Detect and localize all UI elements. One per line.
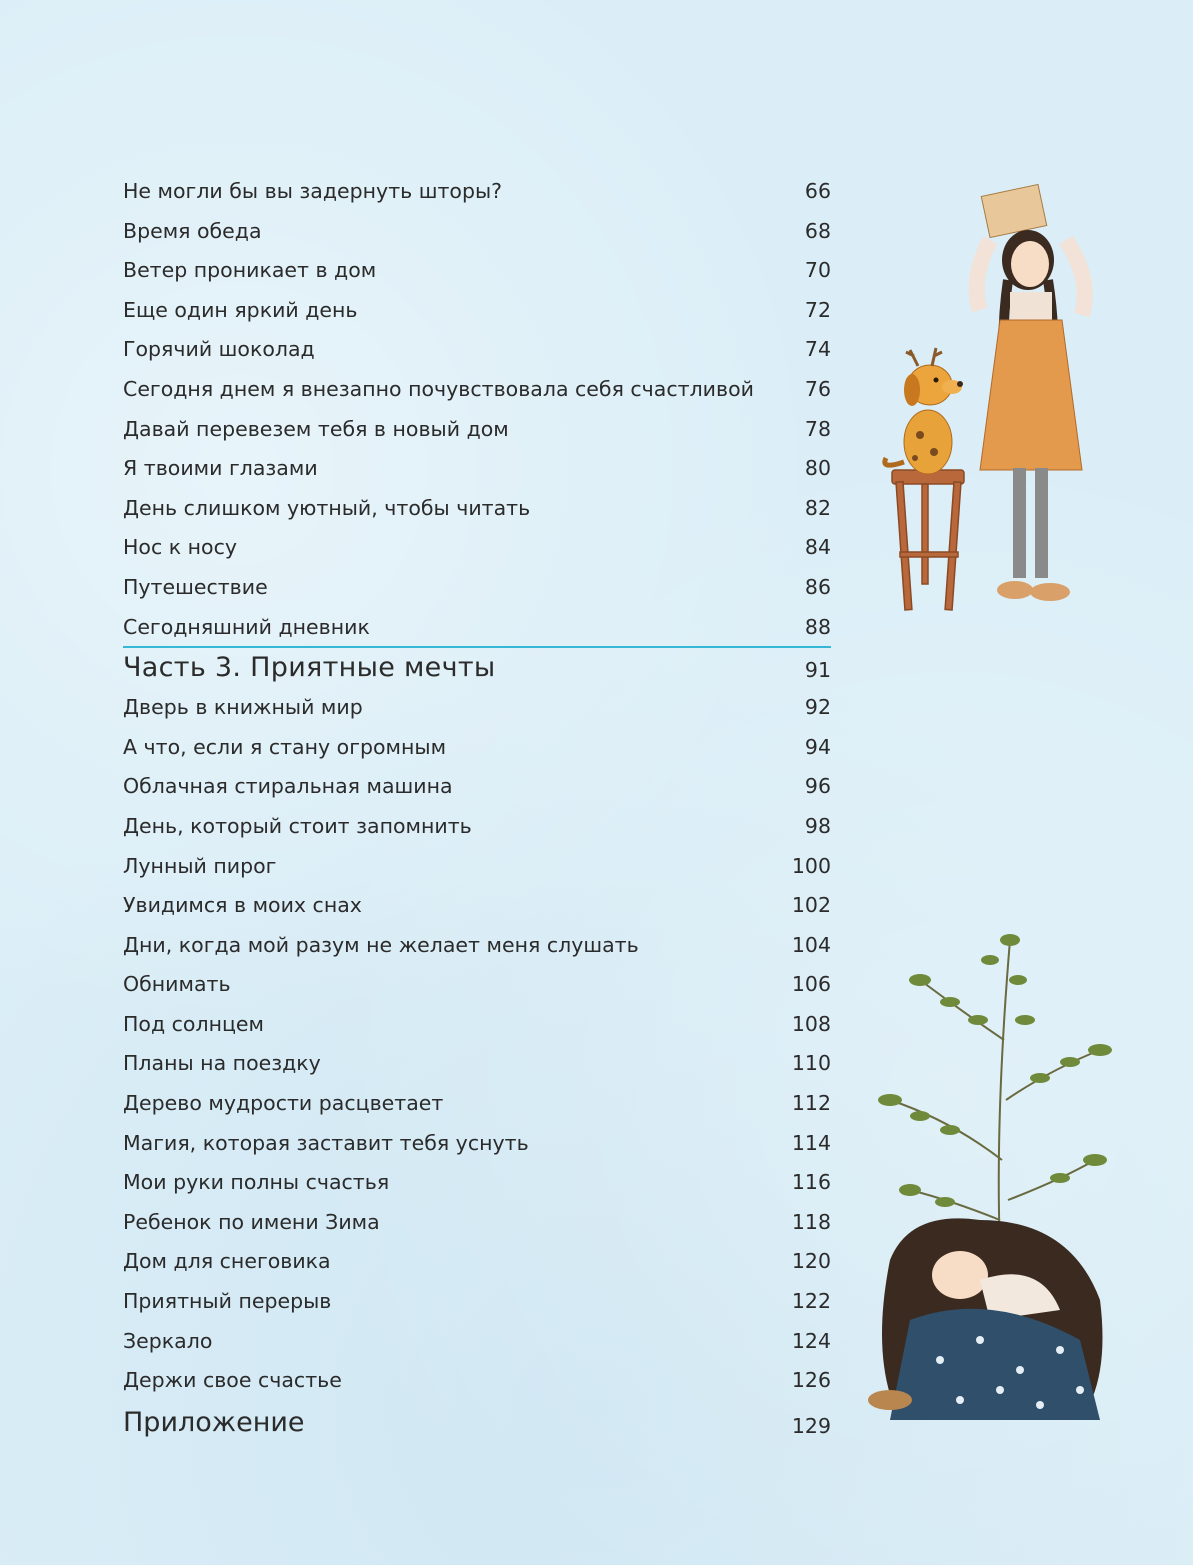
entry-title: Дни, когда мой разум не желает меня слушать [123, 932, 639, 957]
entry-page: 98 [804, 813, 831, 838]
entry-page: 84 [804, 535, 831, 560]
toc-entry[interactable] [123, 728, 831, 768]
table-of-contents [123, 172, 831, 1445]
entry-title: Облачная стиральная машина [123, 774, 453, 799]
toc-entry[interactable] [123, 1124, 831, 1164]
entry-page: 118 [791, 1209, 831, 1234]
entry-page: 126 [791, 1368, 831, 1393]
entry-title: Время обеда [123, 218, 262, 243]
toc-entry[interactable] [123, 489, 831, 529]
entry-title: Ветер проникает в дом [123, 258, 377, 283]
section-divider [123, 646, 831, 648]
toc-entry[interactable] [123, 1084, 831, 1124]
toc-entry[interactable] [123, 965, 831, 1005]
toc-entry[interactable] [123, 608, 831, 648]
toc-entry[interactable] [123, 172, 831, 212]
entry-page: 120 [791, 1249, 831, 1274]
entry-page: 92 [804, 695, 831, 720]
girl-illustration [977, 184, 1085, 601]
entry-title: Горячий шоколад [123, 337, 315, 362]
entry-page: 116 [791, 1170, 831, 1195]
entry-page: 100 [791, 853, 831, 878]
entry-page: 114 [791, 1130, 831, 1155]
appendix-title: Приложение [123, 1406, 305, 1438]
entry-page: 80 [804, 456, 831, 481]
entry-page: 78 [804, 416, 831, 441]
entry-title: Увидимся в моих снах [123, 893, 362, 918]
toc-entry[interactable] [123, 1242, 831, 1282]
entry-title: Дом для снеговика [123, 1249, 331, 1274]
entry-title: Держи свое счастье [123, 1368, 342, 1393]
part-heading[interactable] [123, 647, 831, 688]
entry-title: Дерево мудрости расцветает [123, 1091, 444, 1116]
entry-page: 108 [791, 1011, 831, 1036]
appendix-page: 129 [791, 1413, 831, 1438]
entry-page: 96 [804, 774, 831, 799]
toc-entry[interactable] [123, 370, 831, 410]
entry-title: Магия, которая заставит тебя уснуть [123, 1130, 529, 1155]
toc-entry[interactable] [123, 528, 831, 568]
entry-title: Ребенок по имени Зима [123, 1209, 380, 1234]
entry-title: Путешествие [123, 574, 268, 599]
toc-entry[interactable] [123, 847, 831, 887]
girl-with-plant-illustration [850, 920, 1120, 1430]
entry-title: Я твоими глазами [123, 456, 318, 481]
entry-title: Давай перевезем тебя в новый дом [123, 416, 509, 441]
dog-illustration [885, 348, 963, 474]
toc-entry[interactable] [123, 926, 831, 966]
toc-entry[interactable] [123, 1322, 831, 1362]
part-title: Часть 3. Приятные мечты [123, 652, 496, 684]
entry-title: Зеркало [123, 1328, 213, 1353]
entry-page: 124 [791, 1328, 831, 1353]
entry-page: 74 [804, 337, 831, 362]
entry-title: Сегодня днем я внезапно почувствовала себя счастливой [123, 376, 754, 401]
toc-entry[interactable] [123, 568, 831, 608]
entry-title: Не могли бы вы задернуть шторы? [123, 179, 503, 203]
entry-title: День, который стоит запомнить [123, 813, 472, 838]
entry-title: Нос к носу [123, 535, 237, 560]
entry-title: Мои руки полны счастья [123, 1170, 390, 1195]
entry-title: А что, если я стану огромным [123, 734, 447, 759]
toc-entry[interactable] [123, 291, 831, 331]
entry-title: Лунный пирог [123, 853, 277, 878]
toc-entry[interactable] [123, 1361, 831, 1401]
entry-title: Планы на поездку [123, 1051, 321, 1076]
toc-entry[interactable] [123, 886, 831, 926]
entry-title: Приятный перерыв [123, 1289, 332, 1314]
toc-entry[interactable] [123, 1203, 831, 1243]
entry-page: 104 [791, 932, 831, 957]
toc-entry[interactable] [123, 251, 831, 291]
sitting-girl-illustration [868, 1218, 1103, 1420]
entry-page: 112 [791, 1091, 831, 1116]
toc-entry[interactable] [123, 767, 831, 807]
stool-illustration [892, 470, 964, 610]
plant-illustration [890, 940, 1100, 1250]
toc-entry[interactable] [123, 212, 831, 252]
toc-entry[interactable] [123, 1163, 831, 1203]
toc-entry[interactable] [123, 1282, 831, 1322]
entry-title: День слишком уютный, чтобы читать [123, 495, 531, 520]
entry-title: Еще один яркий день [123, 297, 358, 322]
entry-page: 70 [804, 258, 831, 283]
entry-page: 76 [804, 376, 831, 401]
entry-page: 82 [804, 495, 831, 520]
entry-page: 68 [804, 218, 831, 243]
entry-page: 106 [791, 972, 831, 997]
toc-entry[interactable] [123, 1044, 831, 1084]
entry-page: 94 [804, 734, 831, 759]
entry-title: Под солнцем [123, 1011, 264, 1036]
entry-page: 110 [791, 1051, 831, 1076]
toc-entry[interactable] [123, 807, 831, 847]
appendix-heading[interactable] [123, 1401, 831, 1445]
toc-entry[interactable] [123, 449, 831, 489]
entry-title: Сегодняшний дневник [123, 614, 370, 639]
entry-title: Дверь в книжный мир [123, 695, 363, 720]
entry-title: Обнимать [123, 972, 231, 997]
toc-entry[interactable] [123, 1005, 831, 1045]
entry-page: 72 [804, 297, 831, 322]
entry-page: 88 [804, 614, 831, 639]
entry-page: 102 [791, 893, 831, 918]
leaves-illustration [878, 934, 1112, 1207]
entry-page: 66 [804, 179, 831, 203]
part-page: 91 [804, 658, 831, 683]
entry-page: 122 [791, 1289, 831, 1314]
girl-and-dog-illustration [870, 180, 1120, 620]
toc-entry[interactable] [123, 410, 831, 450]
toc-entry[interactable] [123, 688, 831, 728]
entry-page: 86 [804, 574, 831, 599]
toc-entry[interactable] [123, 330, 831, 370]
